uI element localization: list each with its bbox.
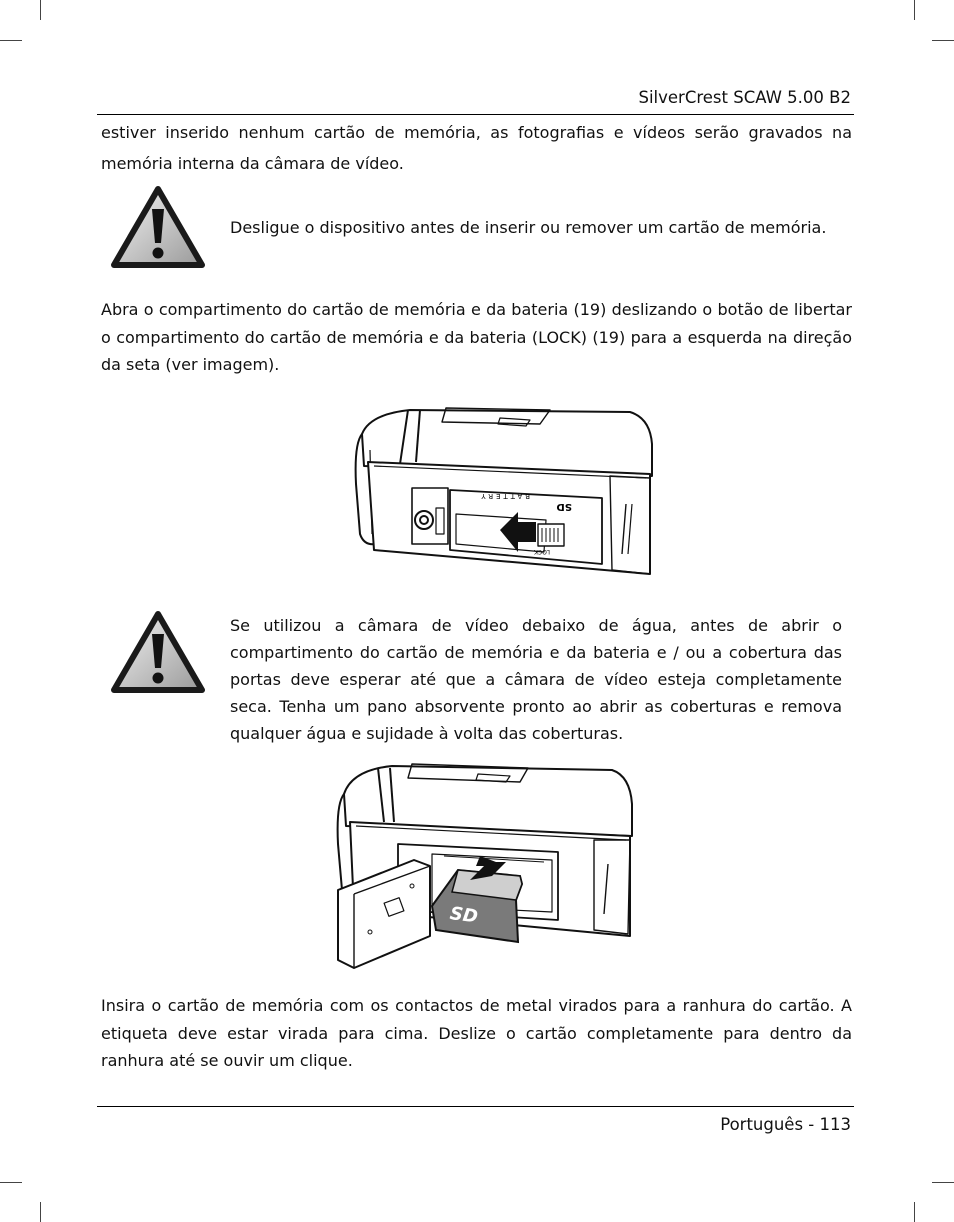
paragraph-open-compartment: Abra o compartimento do cartão de memória e da bateria (19) deslizando o botão de libertar o compartimento do cartão de memória e da bateria (LOCK) (19) para a esquerda na direção da seta (ver imagem).	[101, 300, 852, 374]
header-rule	[97, 114, 854, 115]
label-battery: BATTERY	[478, 492, 530, 500]
label-sd: SD	[556, 501, 572, 512]
warning-triangle-icon	[110, 185, 206, 269]
crop-mark	[914, 0, 915, 20]
figure-camera-lock	[350, 404, 660, 580]
footer-page-number: Português - 113	[720, 1115, 851, 1134]
warning-text-power-off: Desligue o dispositivo antes de inserir ou remover um cartão de memória.	[230, 218, 827, 237]
label-sd: SD	[448, 903, 480, 928]
paragraph-continued: estiver inserido nenhum cartão de memória, as fotografias e vídeos serão gravados na memória interna da câmara de vídeo.	[101, 123, 852, 173]
figure-insert-sd-card	[332, 760, 636, 970]
footer-rule	[97, 1106, 854, 1107]
crop-mark	[932, 40, 954, 41]
crop-mark	[40, 1202, 41, 1222]
warning-triangle-icon	[110, 610, 206, 694]
crop-mark	[40, 0, 41, 20]
header-product-name: SilverCrest SCAW 5.00 B2	[638, 88, 851, 107]
crop-mark	[914, 1202, 915, 1222]
crop-mark	[0, 40, 22, 41]
paragraph-insert-card: Insira o cartão de memória com os contactos de metal virados para a ranhura do cartão. A etiqueta deve estar virada para cima. Deslize o cartão completamente para dentro da ranhura até se ouvir um clique.	[101, 996, 852, 1070]
label-lock: LOCK	[534, 548, 550, 555]
warning-text-underwater: Se utilizou a câmara de vídeo debaixo de água, antes de abrir o compartimento do cartão de memória e da bateria e / ou a cobertura das portas deve esperar até que a câmara de vídeo esteja completamente seca. Tenha um pano absorvente pronto ao abrir as coberturas e remova qualquer água e sujidade à volta das coberturas.	[230, 616, 842, 743]
crop-mark	[932, 1182, 954, 1183]
crop-mark	[0, 1182, 22, 1183]
